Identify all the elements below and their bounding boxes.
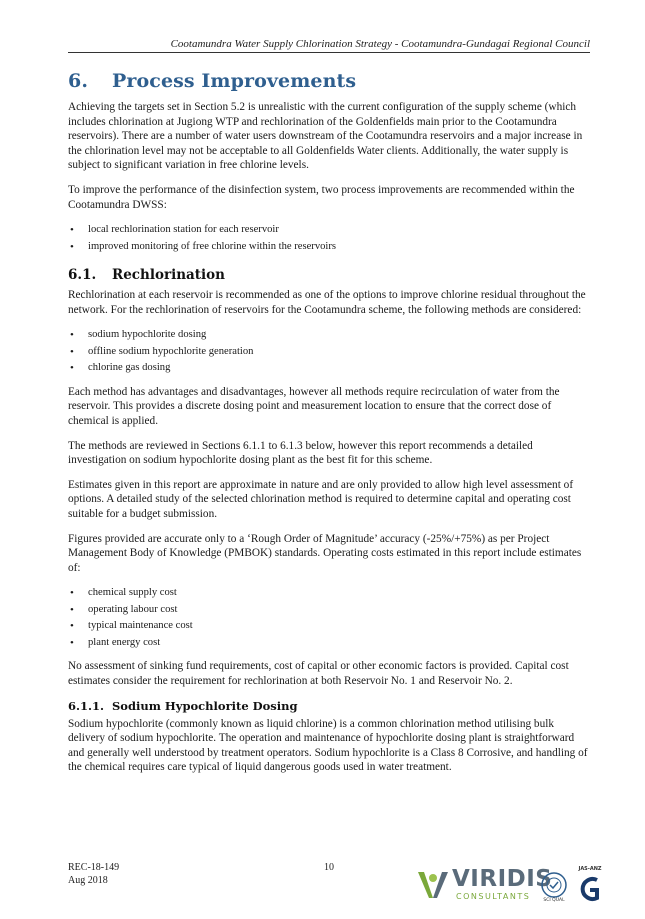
jas-anz-mark-icon [575, 872, 605, 906]
paragraph: Estimates given in this report are approximate in nature and are only provided to allow high level assessment of options. A detailed study of the selected chlorination method is required to determine capital and operating cost suitable for a budget submission. [68, 478, 574, 520]
list-item: • operating labour cost [68, 602, 592, 619]
certification-seal-icon [541, 872, 567, 898]
sci-qual-label: SCI QUAL [543, 898, 565, 903]
logo-subtitle: CONSULTANTS [456, 892, 531, 901]
subsection-number: 6.1. [68, 267, 97, 284]
paragraph: Each method has advantages and disadvantages, however all methods require recirculation of water from the reservoir. This provides a discrete dosing point and measurement location to ensure that the correct dose of chemical is applied. [68, 385, 560, 428]
list-item: • offline sodium hypochlorite generation [68, 344, 592, 361]
jas-anz-label: JAS-ANZ [578, 866, 602, 872]
doc-date: Aug 2018 [68, 874, 108, 886]
bullet-list [68, 585, 592, 651]
subsubsection-title: Sodium Hypochlorite Dosing [112, 698, 298, 713]
list-item: • sodium hypochlorite dosing [68, 327, 592, 344]
subsubsection-number: 6.1.1. [68, 698, 105, 713]
paragraph: No assessment of sinking fund requirements, cost of capital or other economic factors is provided. Capital cost estimates consider the requirement for rechlorination at both Reservoir No. 1 and Reservoir No. 2. [68, 660, 569, 687]
logo-wordmark: VIRIDIS [452, 866, 553, 892]
paragraph: Figures provided are accurate only to a ‘Rough Order of Magnitude’ accuracy (-25%/+75%) as per Project Management Body of Knowledge (PMBOK) standards. Operating costs estimated in this report include estimates of: [68, 532, 582, 574]
paragraph: Achieving the targets set in Section 5.2 is unrealistic with the current configuration of the supply scheme (which includes chlorination at Jugiong WTP and rechlorination of the Goldenfields main prior to the Cootamundra reservoirs). There are a number of water users downstream of the Cootamundra reservoirs and a major increase in the chlorination level may not be acceptable to all Goldenfields Water clients. Additionally, the water supply is subject to significant variation in free chlorine levels. [68, 101, 583, 172]
jas-anz-badge [575, 866, 605, 906]
list-item: • plant energy cost [68, 635, 592, 652]
header-rule [68, 52, 590, 53]
paragraph: Rechlorination at each reservoir is recommended as one of the options to improve chlorine residual throughout the network. For the rechlorination of reservoirs for the Cootamundra scheme, the following methods are considered: [68, 289, 586, 316]
subsection-heading [68, 267, 592, 283]
subsection-title: Rechlorination [112, 267, 225, 284]
list-item: • local rechlorination station for each reservoir [68, 222, 592, 239]
paragraph: Sodium hypochlorite (commonly known as liquid chlorine) is a common chlorination method utilising bulk delivery of sodium hypochlorite. The operation and maintenance of hypochlorite dosing plant is straightforward and generally well understood by treatment operators. Sodium hypochlorite is a Class 8 Corrosive, and handling of the chemical requires care typical of liquid dangerous goods used in water treatment. [68, 717, 588, 774]
paragraph: To improve the performance of the disinfection system, two process improvements are recommended within the Cootamundra DWSS: [68, 183, 575, 211]
running-header: Cootamundra Water Supply Chlorination Strategy - Cootamundra-Gundagai Regional Council [170, 38, 590, 50]
paragraph: The methods are reviewed in Sections 6.1.1 to 6.1.3 below, however this report recommends a detailed investigation on sodium hypochlorite dosing plant as the best fit for this scheme. [68, 439, 533, 467]
subsubsection-heading [68, 699, 592, 713]
page-number: 10 [324, 862, 334, 873]
list-item: • chlorine gas dosing [68, 360, 592, 377]
viridis-logo [416, 866, 553, 906]
footer-info [68, 862, 119, 887]
logo-v-icon [416, 868, 450, 902]
section-heading [68, 70, 592, 92]
list-item: • improved monitoring of free chlorine within the reservoirs [68, 239, 592, 256]
bullet-list [68, 327, 592, 377]
doc-reference: REC-18-149 [68, 862, 120, 873]
section-title: Process Improvements [112, 70, 357, 92]
sci-qual-badge [541, 872, 567, 908]
section-number: 6. [68, 70, 89, 92]
page-content [68, 70, 592, 785]
bullet-list [68, 222, 592, 255]
list-item: • chemical supply cost [68, 585, 592, 602]
list-item: • typical maintenance cost [68, 618, 592, 635]
